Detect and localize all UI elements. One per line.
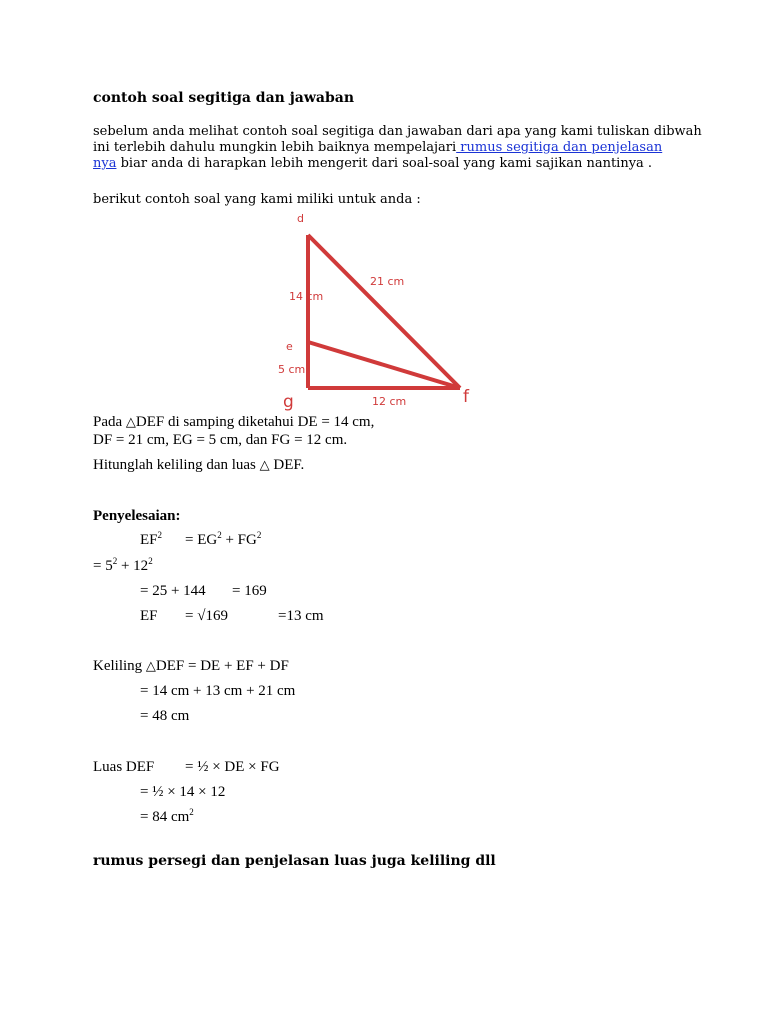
triangle-symbol: △ xyxy=(259,458,270,473)
keliling-line-2: = 14 cm + 13 cm + 21 cm xyxy=(140,683,296,699)
rumus-segitiga-link-cont[interactable]: nya xyxy=(93,156,117,171)
intro-line-3-text: biar anda di harapkan lebih mengerit dari soal-soal yang kami sajikan nantinya . xyxy=(116,156,653,171)
vertex-e-label: e xyxy=(286,340,293,353)
problem-line-3 xyxy=(93,457,304,474)
eg-term: = EG xyxy=(185,532,218,548)
solution-ef-squared xyxy=(140,532,162,549)
problem-text-a: Pada xyxy=(93,414,126,430)
intro-line-2-text: ini terlebih dahulu mungkin lebih baiknya mempelajari xyxy=(93,140,457,155)
length-de-label: 14 cm xyxy=(289,290,324,303)
keliling-line-3: = 48 cm xyxy=(140,708,190,724)
solution-row-4a: EF xyxy=(140,608,158,624)
problem-line-1 xyxy=(93,414,374,431)
luas-line-3 xyxy=(140,809,194,826)
rumus-segitiga-link[interactable]: rumus segitiga dan penjelasan xyxy=(456,140,663,155)
vertex-f-label: f xyxy=(463,387,469,407)
ef-exponent: 2 xyxy=(157,530,163,540)
keliling-label: Keliling xyxy=(93,658,146,674)
ef-term: EF xyxy=(140,532,158,548)
length-eg-label: 5 cm xyxy=(278,363,306,376)
luas-line-1b: = ½ × DE × FG xyxy=(185,759,280,775)
next-article-heading: rumus persegi dan penjelasan luas juga keliling dll xyxy=(93,853,496,869)
solution-row-4c: =13 cm xyxy=(278,608,324,624)
intro-line-3 xyxy=(93,156,652,172)
problem-line-2: DF = 21 cm, EG = 5 cm, dan FG = 12 cm. xyxy=(93,432,348,448)
keliling-formula: DEF = DE + EF + DF xyxy=(155,658,289,674)
five-term: = 5 xyxy=(93,558,113,574)
triangle-symbol: △ xyxy=(125,415,136,430)
five-exponent: 2 xyxy=(112,556,118,566)
problem-question-b: DEF. xyxy=(269,457,305,473)
luas-result: = 84 cm xyxy=(140,809,190,825)
problem-question-a: Hitunglah keliling dan luas xyxy=(93,457,260,473)
problem-text-b: DEF di samping diketahui DE = 14 cm, xyxy=(135,414,375,430)
solution-row-2 xyxy=(93,558,153,575)
length-gf-label: 12 cm xyxy=(372,395,407,408)
fg-term: + FG xyxy=(221,532,257,548)
twelve-term: + 12 xyxy=(117,558,149,574)
solution-heading: Penyelesaian: xyxy=(93,508,181,524)
triangle-diagram xyxy=(270,205,490,415)
lead-text: berikut contoh soal yang kami miliki untuk anda : xyxy=(93,192,421,207)
luas-line-1a: Luas DEF xyxy=(93,759,155,775)
vertex-d-label: d xyxy=(297,212,304,225)
solution-row-3b: = 169 xyxy=(232,583,267,599)
length-df-label: 21 cm xyxy=(370,275,405,288)
vertex-g-label: g xyxy=(283,392,294,412)
keliling-line-1 xyxy=(93,658,289,675)
intro-line-1: sebelum anda melihat contoh soal segitiga dan jawaban dari apa yang kami tuliskan dibwah xyxy=(93,124,702,139)
fg-exponent: 2 xyxy=(256,530,262,540)
eg-exponent: 2 xyxy=(217,530,222,540)
solution-row-3a: = 25 + 144 xyxy=(140,583,206,599)
twelve-exponent: 2 xyxy=(148,556,153,566)
luas-exponent: 2 xyxy=(189,807,194,817)
page-title: contoh soal segitiga dan jawaban xyxy=(93,90,355,106)
triangle-symbol: △ xyxy=(145,659,156,674)
solution-row-4b: = √169 xyxy=(185,608,228,624)
solution-ef-squared-rhs xyxy=(185,532,261,549)
intro-line-2 xyxy=(93,140,662,156)
luas-line-2: = ½ × 14 × 12 xyxy=(140,784,226,800)
